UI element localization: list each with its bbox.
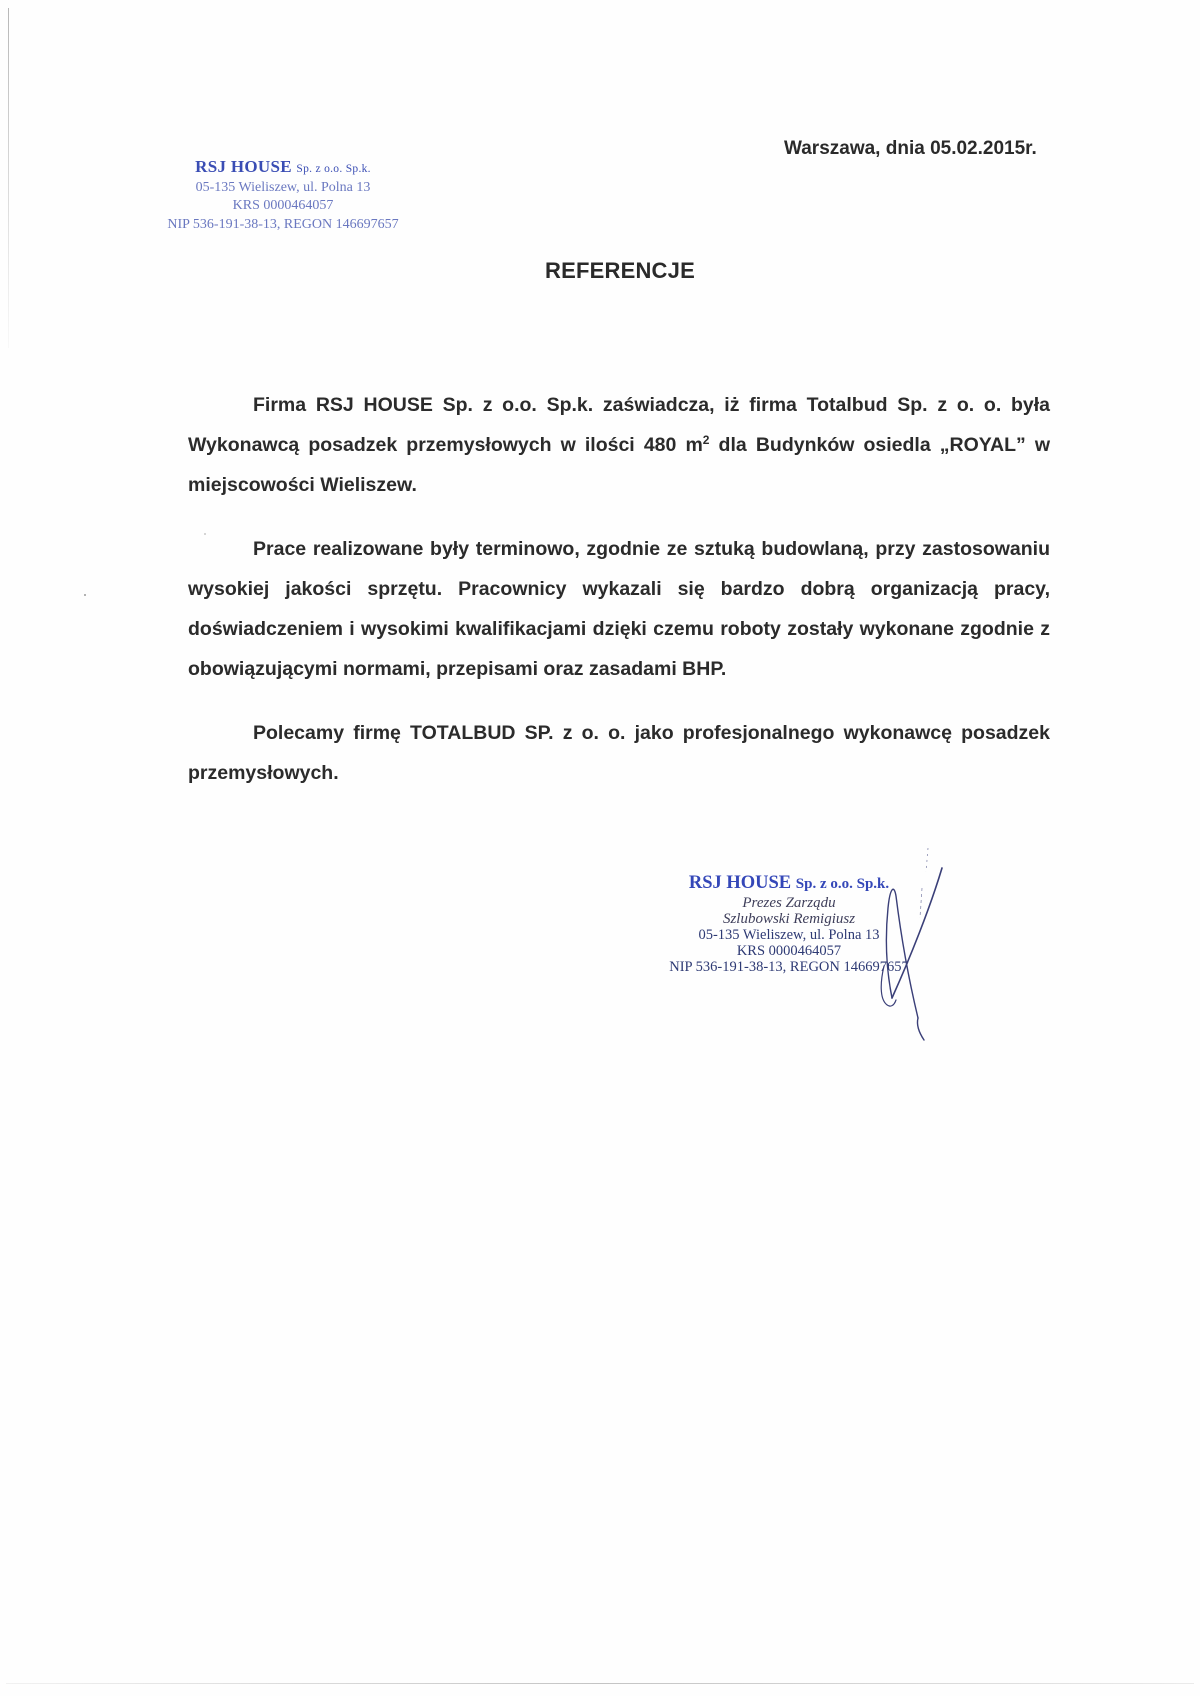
paragraph-2 — [188, 529, 1050, 689]
handwritten-signature — [870, 848, 970, 1048]
signature-stamp-name-suffix: Sp. z o.o. Sp.k. — [795, 876, 890, 892]
scan-edge-bottom — [6, 1683, 1194, 1684]
stamp-krs: KRS 0000464057 — [232, 198, 334, 213]
signature-stamp-name-text: RSJ HOUSE — [688, 873, 792, 893]
stamp-name-text: RSJ HOUSE — [195, 157, 292, 176]
stamp-nip-regon: NIP 536-191-38-13, REGON 146697657 — [167, 216, 399, 232]
superscript-squared: 2 — [702, 433, 710, 447]
paragraph-1-text-end: dla Budynków osiedla „ROYAL” w miejscowości Wieliszew. — [188, 434, 1050, 496]
paragraph-3-text: Polecamy firmę TOTALBUD SP. z o. o. jako profesjonalnego wykonawcę posadzek przemysłowych. — [188, 722, 1050, 784]
signature-stamp-krs: KRS 0000464057 — [736, 943, 842, 959]
paragraph-3 — [188, 713, 1050, 793]
signature-stamp-role: Prezes Zarządu — [742, 895, 836, 911]
document-title: REFERENCJE — [545, 258, 695, 283]
paragraph-1-text: Firma RSJ HOUSE Sp. z o.o. Sp.k. zaświadcza, iż firma Totalbud Sp. z o. o. była Wykonawcą posadzek przemysłowych w ilości 480 m — [188, 394, 1050, 456]
scan-speck — [84, 594, 86, 596]
signature-stamp-address: 05-135 Wieliszew, ul. Polna 13 — [698, 927, 880, 943]
stamp-address: 05-135 Wieliszew, ul. Polna 13 — [195, 179, 371, 195]
signature-stamp-person: Szlubowski Remigiusz — [722, 911, 856, 927]
paragraph-1 — [188, 385, 1050, 505]
document-date: Warszawa, dnia 05.02.2015r. — [784, 138, 1037, 159]
stamp-name-suffix: Sp. z o.o. Sp.k. — [296, 163, 371, 175]
paragraph-2-text: Prace realizowane były terminowo, zgodnie ze sztuką budowlaną, przy zastosowaniu wysokiej jakości sprzętu. Pracownicy wykazali się bardzo dobrą organizacją pracy, doświadczeniem i wysokimi kwalifikacjami dzięki czemu roboty zostały wykonane zgodnie z obowiązującymi normami, przepisami oraz zasadami BHP. — [188, 538, 1050, 680]
signature-stamp-nip-regon: NIP 536-191-38-13, REGON 146697657 — [669, 959, 909, 975]
stamp-company-name — [140, 158, 426, 179]
company-stamp-header — [140, 158, 426, 234]
scan-edge-left — [8, 8, 9, 348]
